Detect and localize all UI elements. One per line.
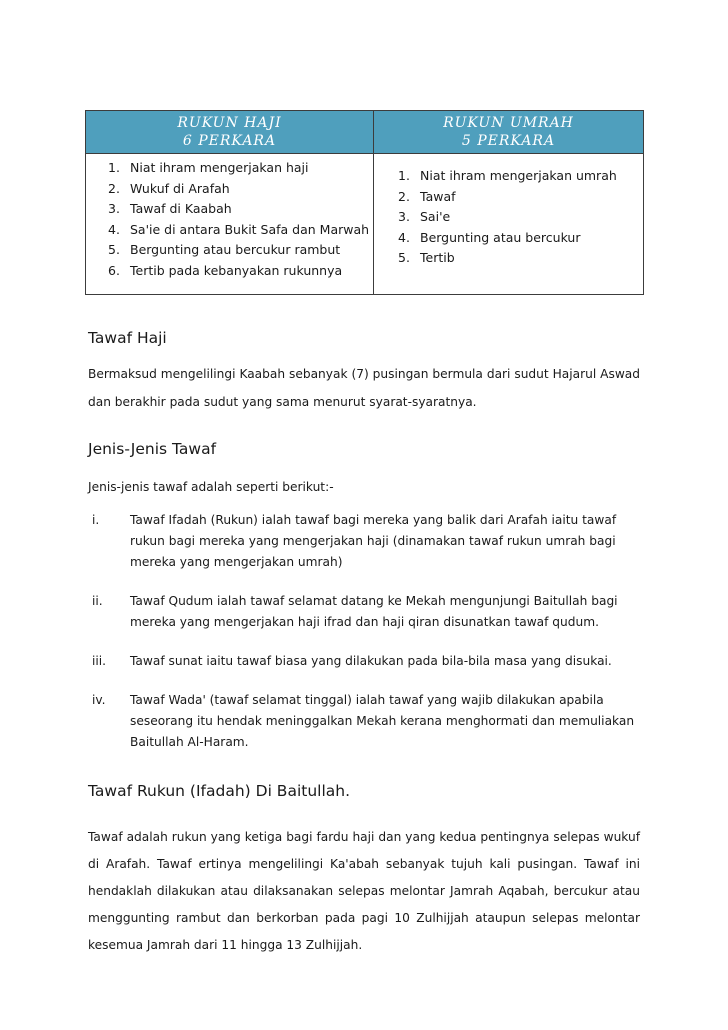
tawaf-haji-heading: Tawaf Haji [88,329,167,347]
list-item: i. Tawaf Ifadah (Rukun) ialah tawaf bagi mereka yang balik dari Arafah iaitu tawaf rukun bagi mereka yang mengerjakan haji (dinamakan tawaf rukun umrah bagi mereka yang mengerjakan umrah) [92,513,617,569]
list-item: 5. Tertib [398,250,455,265]
jenis-tawaf-heading: Jenis-Jenis Tawaf [88,440,217,458]
list-item: 1. Niat ihram mengerjakan umrah [398,168,617,183]
list-item: 2. Tawaf [398,188,456,204]
rukun-haji-cell [86,154,374,295]
rukun-haji-list [86,154,373,281]
table-header-row [86,111,644,154]
list-item: 3. Sai'e [398,209,451,224]
tawaf-rukun-paragraph: Tawaf adalah rukun yang ketiga bagi fardu haji dan yang kedua pentingnya selepas wukuf di Arafah. Tawaf ertinya mengelilingi Ka'abah sebanyak tujuh kali pusingan. Tawaf ini hendaklah dilakukan atau dilaksanakan selepas melontar Jamrah Aqabah, bercukur atau menggunting rambut dan berkorban pada pagi 10 Zulhijjah ataupun selepas melontar kesemua Jamrah dari 11 hingga 13 Zulhijjah. [88,830,640,952]
rukun-haji-title: RUKUN HAJI [177,115,282,131]
rukun-haji-count: 6 PERKARA [182,133,277,149]
list-item: iii. Tawaf sunat iaitu tawaf biasa yang dilakukan pada bila-bila masa yang disukai. [92,654,612,668]
rukun-umrah-list [374,154,643,269]
rukun-umrah-count: 5 PERKARA [461,133,556,149]
list-item: ii. Tawaf Qudum ialah tawaf selamat datang ke Mekah mengunjungi Baitullah bagi mereka yang mengerjakan haji ifrad dan haji qiran disunatkan tawaf qudum. [92,594,618,629]
rukun-umrah-cell [374,154,644,295]
list-item: 3. Tawaf di Kaabah [108,201,232,216]
rukun-umrah-header [374,111,644,154]
list-item: 1. Niat ihram mengerjakan haji [108,160,309,175]
jenis-tawaf-intro: Jenis-jenis tawaf adalah seperti berikut:- [88,480,334,494]
rukun-haji-header [86,111,374,154]
list-item: 4. Bergunting atau bercukur [398,229,581,245]
list-item: 6. Tertib pada kebanyakan rukunnya [108,262,343,278]
list-item: 5. Bergunting atau bercukur rambut [108,242,341,257]
tawaf-haji-paragraph: Bermaksud mengelilingi Kaabah sebanyak (7) pusingan bermula dari sudut Hajarul Aswad dan berakhir pada sudut yang sama menurut syarat-syaratnya. [88,367,640,409]
list-item: 4. Sa'ie di antara Bukit Safa dan Marwah [108,221,370,237]
list-item: 2. Wukuf di Arafah [108,180,230,196]
tawaf-rukun-heading: Tawaf Rukun (Ifadah) Di Baitullah. [88,782,351,800]
table-body-row [86,154,644,295]
rukun-table [85,110,644,295]
rukun-umrah-title: RUKUN UMRAH [443,115,574,131]
list-item: iv. Tawaf Wada' (tawaf selamat tinggal) ialah tawaf yang wajib dilakukan apabila seseorang itu hendak meninggalkan Mekah kerana menghormati dan memuliakan Baitullah Al-Haram. [92,693,635,749]
